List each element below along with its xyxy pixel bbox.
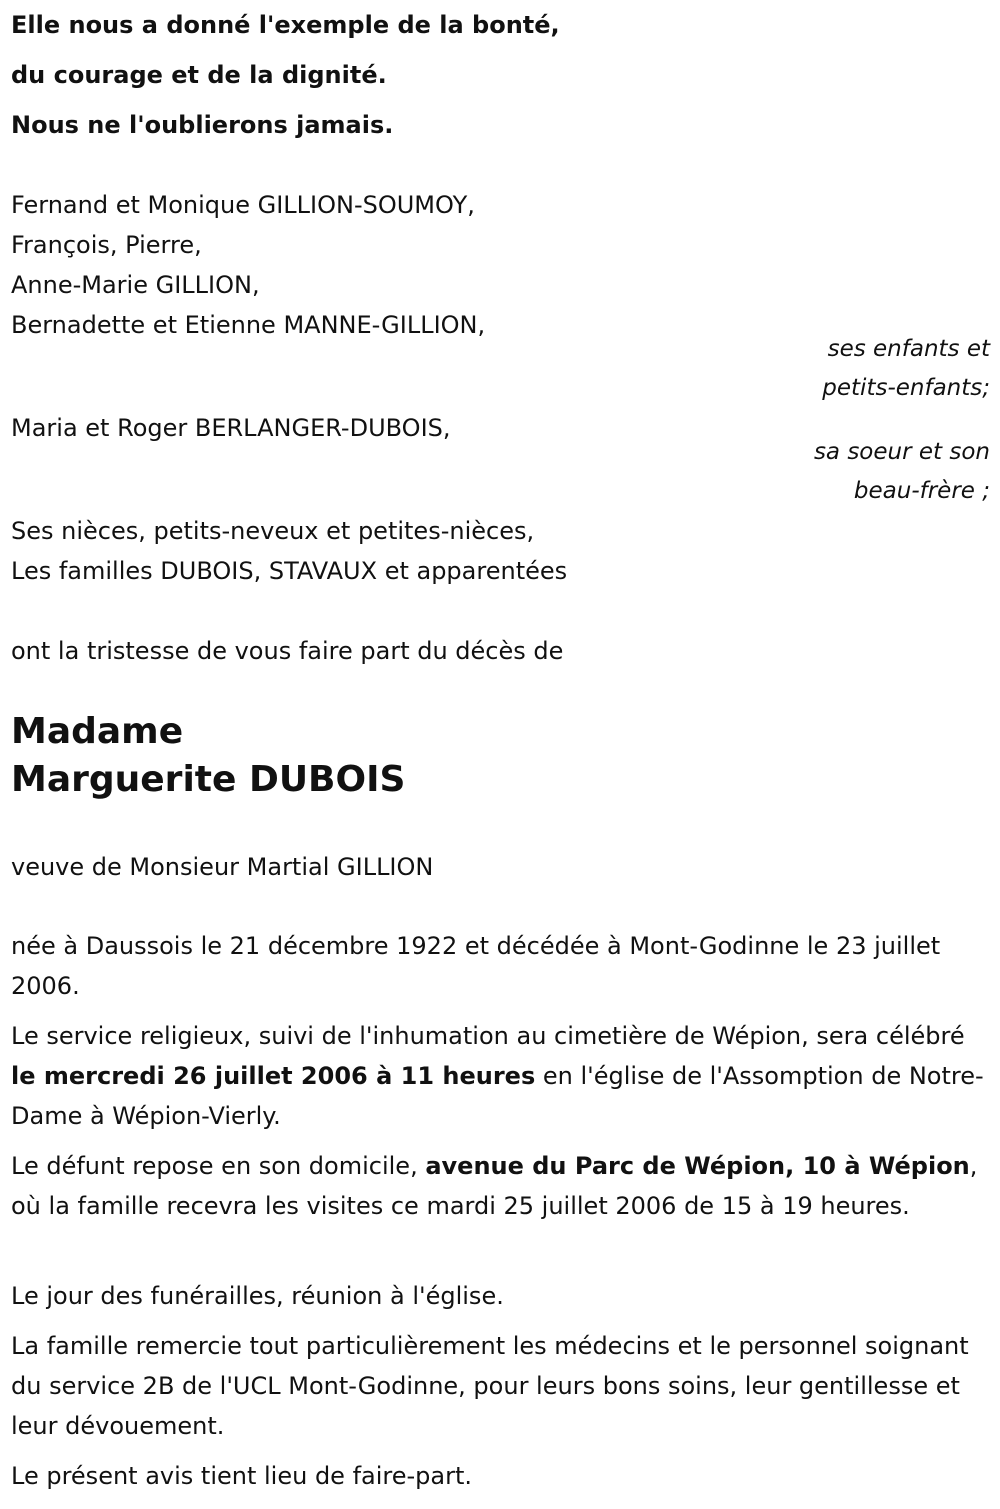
notice-paragraph: Le présent avis tient lieu de faire-part. — [11, 1462, 473, 1490]
repose-paragraph — [11, 1146, 996, 1226]
widow-line: veuve de Monsieur Martial GILLION — [11, 853, 434, 881]
relation-sister-1: sa soeur et son — [813, 439, 990, 465]
funeral-paragraph: Le jour des funérailles, réunion à l'église. — [11, 1282, 504, 1310]
service-date: le mercredi 26 juillet 2006 à 11 heures — [11, 1062, 536, 1090]
thanks-paragraph: La famille remercie tout particulièrement les médecins et le personnel soignant du service 2B de l'UCL Mont-Godinne, pour leurs bons soins, leur gentillesse et leur dévouement. — [11, 1332, 969, 1440]
quote-line-2: du courage et de la dignité. — [11, 61, 387, 89]
relation-sister-2: beau-frère ; — [853, 478, 990, 504]
birth-death-paragraph: née à Daussois le 21 décembre 1922 et décédée à Mont-Godinne le 23 juillet 2006. — [11, 932, 941, 1000]
family-line-7: Les familles DUBOIS, STAVAUX et apparentées — [11, 557, 568, 585]
deceased-title: Madame — [11, 711, 184, 752]
family-line-2: François, Pierre, — [11, 231, 202, 259]
relation-children-1: ses enfants et — [827, 336, 990, 362]
quote-line-3: Nous ne l'oublierons jamais. — [11, 111, 394, 139]
repose-address: avenue du Parc de Wépion, 10 à Wépion — [425, 1152, 970, 1180]
family-line-1: Fernand et Monique GILLION-SOUMOY, — [11, 191, 475, 219]
family-line-6: Ses nièces, petits-neveux et petites-nièces, — [11, 517, 535, 545]
quote-line-1: Elle nous a donné l'exemple de la bonté, — [11, 11, 560, 39]
service-text-a: Le service religieux, suivi de l'inhumation au cimetière de Wépion, sera célébré — [11, 1022, 965, 1050]
family-line-3: Anne-Marie GILLION, — [11, 271, 260, 299]
family-line-5: Maria et Roger BERLANGER-DUBOIS, — [11, 414, 451, 442]
family-line-4: Bernadette et Etienne MANNE-GILLION, — [11, 311, 486, 339]
repose-text-a: Le défunt repose en son domicile, — [11, 1152, 426, 1180]
repose-text-b: , où la famille recevra les visites ce mardi 25 juillet 2006 de 15 à 19 heures. — [11, 1152, 978, 1220]
service-text-b: en l'église de l'Assomption de Notre-Dame à Wépion-Vierly. — [11, 1062, 984, 1130]
announcement-text: ont la tristesse de vous faire part du décès de — [11, 637, 564, 665]
service-paragraph — [11, 1016, 996, 1136]
relation-children-2: petits-enfants; — [822, 375, 990, 401]
deceased-name: Marguerite DUBOIS — [11, 759, 406, 800]
